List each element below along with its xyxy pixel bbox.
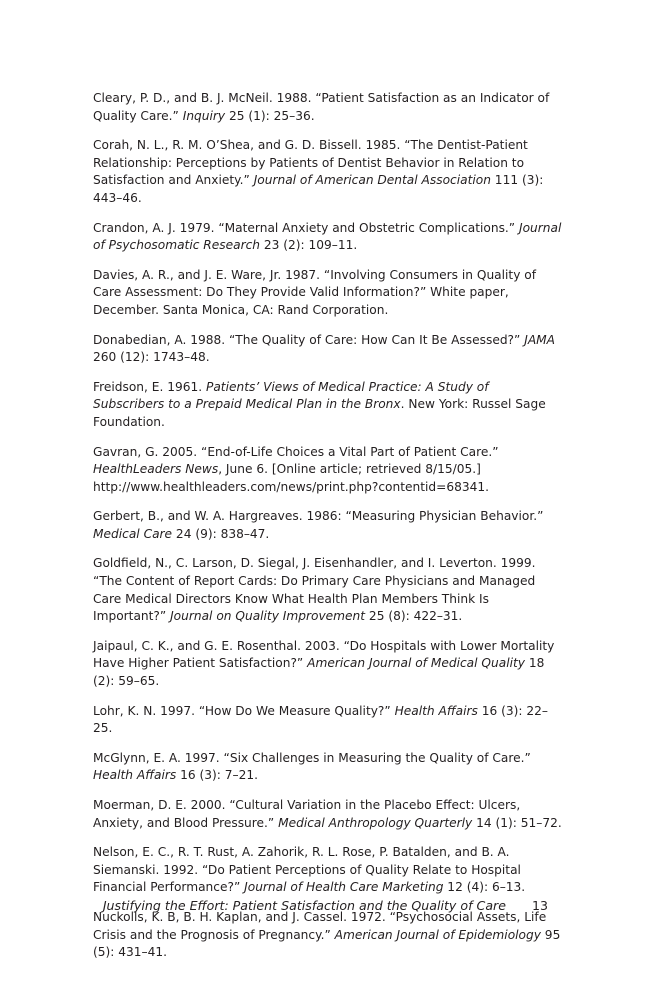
page-number: 13 <box>531 898 548 913</box>
reference-text: Freidson, E. 1961. <box>93 379 206 394</box>
reference-text: Corah, N. L., R. M. O’Shea, and G. D. Bissell. 1985. “The Dentist-Patient Relationship: Perceptions by Patients of Dentist Behavior in Relation to Satisfaction and Anxiety.” <box>93 138 528 188</box>
reference-text: Nelson, E. C., R. T. Rust, A. Zahorik, R. L. Rose, P. Batalden, and B. A. Siemanski. 1992. “Do Patient Perceptions of Quality Relate to Hospital Financial Performance?” <box>93 845 521 895</box>
reference-entry <box>93 332 563 367</box>
reference-source-title: Health Affairs <box>93 768 177 783</box>
reference-text: 25 (8): 422–31. <box>365 609 463 624</box>
reference-entry <box>93 555 563 625</box>
reference-list <box>93 90 563 974</box>
reference-text: , June 6. [Online article; retrieved 8/15/05.] http://www.healthleaders.com/news/print.php?contentid=68341. <box>93 462 489 494</box>
reference-source-title: Health Affairs <box>394 703 478 718</box>
reference-text: Nuckolls, K. B, B. H. Kaplan, and J. Cassel. 1972. “Psychosocial Assets, Life Crisis and the Prognosis of Pregnancy.” <box>93 909 547 942</box>
reference-source-title: JAMA <box>524 332 556 347</box>
reference-source-title: Inquiry <box>182 108 226 123</box>
reference-text: Lohr, K. N. 1997. “How Do We Measure Quality?” <box>93 703 395 718</box>
reference-source-title: American Journal of Epidemiology <box>334 927 541 942</box>
reference-source-title: Journal of Health Care Marketing <box>244 880 444 895</box>
reference-text: Moerman, D. E. 2000. “Cultural Variation in the Placebo Effect: Ulcers, Anxiety, and Blood Pressure.” <box>93 798 521 830</box>
reference-entry <box>93 137 563 207</box>
reference-text: Gavran, G. 2005. “End-of-Life Choices a Vital Part of Patient Care.” <box>93 444 499 459</box>
reference-entry <box>93 703 563 738</box>
reference-text: Gerbert, B., and W. A. Hargreaves. 1986: “Measuring Physician Behavior.” <box>93 509 544 524</box>
reference-source-title: Patients’ Views of Medical Practice: A Study of Subscribers to a Prepaid Medical Plan in the Bronx <box>93 379 489 412</box>
reference-text: . New York: Russel Sage Foundation. <box>93 397 546 429</box>
reference-text: 16 (3): 7–21. <box>176 768 258 783</box>
reference-source-title: Journal of Psychosomatic Research <box>93 220 562 253</box>
reference-entry <box>93 444 563 497</box>
reference-source-title: HealthLeaders News <box>93 462 219 477</box>
reference-entry <box>93 90 563 125</box>
page-footer <box>0 898 548 913</box>
reference-text: McGlynn, E. A. 1997. “Six Challenges in Measuring the Quality of Care.” <box>93 750 531 765</box>
reference-text: 24 (9): 838–47. <box>172 526 270 541</box>
reference-source-title: Medical Anthropology Quarterly <box>278 815 473 830</box>
reference-text: Crandon, A. J. 1979. “Maternal Anxiety and Obstetric Complications.” <box>93 220 519 235</box>
reference-text: Cleary, P. D., and B. J. McNeil. 1988. “Patient Satisfaction as an Indicator of Quality Care.” <box>93 91 550 123</box>
reference-text: Donabedian, A. 1988. “The Quality of Care: How Can It Be Assessed?” <box>93 332 525 347</box>
reference-entry <box>93 844 563 897</box>
reference-entry <box>93 379 563 432</box>
reference-text: 18 (2): 59–65. <box>93 656 545 689</box>
reference-text: 95 (5): 431–41. <box>93 927 561 960</box>
reference-text: 260 (12): 1743–48. <box>93 350 210 365</box>
running-title: Justifying the Effort: Patient Satisfaction and the Quality of Care <box>102 898 506 913</box>
reference-entry <box>93 750 563 785</box>
reference-entry <box>93 797 563 832</box>
reference-source-title: American Journal of Medical Quality <box>307 656 525 671</box>
reference-entry <box>93 220 563 255</box>
reference-text: Goldfield, N., C. Larson, D. Siegal, J. Eisenhandler, and I. Leverton. 1999. “The Content of Report Cards: Do Primary Care Physicians and Managed Care Medical Directors Know What Health Plan Members Think Is Important?” <box>93 556 536 624</box>
reference-text: 25 (1): 25–36. <box>225 108 315 123</box>
reference-text: 111 (3): 443–46. <box>93 173 544 205</box>
reference-text: 16 (3): 22–25. <box>93 703 548 736</box>
reference-entry <box>93 909 563 962</box>
reference-text: 23 (2): 109–11. <box>260 238 358 253</box>
reference-source-title: Journal of American Dental Association <box>253 173 491 188</box>
reference-text: 14 (1): 51–72. <box>472 815 562 830</box>
reference-entry <box>93 508 563 543</box>
reference-source-title: Medical Care <box>93 526 173 541</box>
reference-text: Davies, A. R., and J. E. Ware, Jr. 1987. “Involving Consumers in Quality of Care Assessment: Do They Provide Valid Information?” White paper, December. Santa Monica, CA: Rand Corporation. <box>93 267 537 317</box>
reference-text: Jaipaul, C. K., and G. E. Rosenthal. 2003. “Do Hospitals with Lower Mortality Have Higher Patient Satisfaction?” <box>93 638 555 671</box>
reference-source-title: Journal on Quality Improvement <box>170 609 366 624</box>
reference-entry <box>93 638 563 691</box>
reference-entry <box>93 267 563 320</box>
reference-text: 12 (4): 6–13. <box>443 880 526 895</box>
